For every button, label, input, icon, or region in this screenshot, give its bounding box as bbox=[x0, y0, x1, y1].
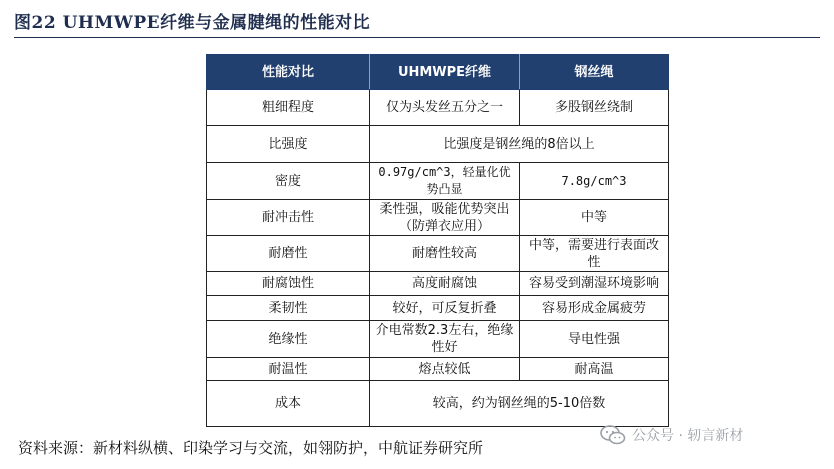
watermark-text: 公众号 · 轫言新材 bbox=[632, 428, 744, 444]
row-label: 柔韧性 bbox=[207, 296, 370, 321]
table-row bbox=[207, 358, 669, 381]
cell-steel: 导电性强 bbox=[520, 321, 669, 358]
row-label: 粗细程度 bbox=[207, 90, 370, 126]
cell-steel: 多股钢丝绕制 bbox=[520, 90, 669, 126]
row-label: 绝缘性 bbox=[207, 321, 370, 358]
header-cell-steel: 钢丝绳 bbox=[520, 55, 669, 90]
cell-steel: 容易受到潮湿环境影响 bbox=[520, 272, 669, 296]
cell-steel: 耐高温 bbox=[520, 358, 669, 381]
title-rule bbox=[14, 37, 820, 38]
table-header-row bbox=[207, 55, 669, 90]
header-cell-property: 性能对比 bbox=[207, 55, 370, 90]
cell-uhmwpe: 介电常数2.3左右，绝缘性好 bbox=[370, 321, 520, 358]
cell-uhmwpe: 0.97g/cm^3，轻量化优势凸显 bbox=[370, 163, 520, 200]
cell-merged: 比强度是钢丝绳的8倍以上 bbox=[370, 126, 669, 163]
cell-uhmwpe: 耐磨性较高 bbox=[370, 236, 520, 272]
row-label: 密度 bbox=[207, 163, 370, 200]
table-row bbox=[207, 200, 669, 236]
cell-steel: 中等，需要进行表面改性 bbox=[520, 236, 669, 272]
source-note: 资料来源：新材料纵横、印染学习与交流，如翎防护，中航证券研究所 bbox=[18, 439, 484, 457]
row-label: 耐冲击性 bbox=[207, 200, 370, 236]
table-row bbox=[207, 272, 669, 296]
table-row bbox=[207, 236, 669, 272]
table-row bbox=[207, 163, 669, 200]
row-label: 耐磨性 bbox=[207, 236, 370, 272]
row-label: 比强度 bbox=[207, 126, 370, 163]
cell-uhmwpe: 熔点较低 bbox=[370, 358, 520, 381]
table-row bbox=[207, 296, 669, 321]
row-label: 耐腐蚀性 bbox=[207, 272, 370, 296]
cell-merged: 较高，约为钢丝绳的5-10倍数 bbox=[370, 381, 669, 427]
comparison-table bbox=[206, 54, 669, 427]
table-row bbox=[207, 90, 669, 126]
cell-steel: 容易形成金属疲劳 bbox=[520, 296, 669, 321]
cell-uhmwpe: 柔性强，吸能优势突出（防弹衣应用） bbox=[370, 200, 520, 236]
cell-uhmwpe: 较好，可反复折叠 bbox=[370, 296, 520, 321]
cell-steel: 7.8g/cm^3 bbox=[520, 163, 669, 200]
watermark bbox=[600, 425, 743, 445]
row-label: 成本 bbox=[207, 381, 370, 427]
table-row bbox=[207, 126, 669, 163]
cell-uhmwpe: 仅为头发丝五分之一 bbox=[370, 90, 520, 126]
header-cell-uhmwpe: UHMWPE纤维 bbox=[370, 55, 520, 90]
cell-steel: 中等 bbox=[520, 200, 669, 236]
table-row bbox=[207, 381, 669, 427]
cell-uhmwpe: 高度耐腐蚀 bbox=[370, 272, 520, 296]
figure-title: 图22 UHMWPE纤维与金属腱绳的性能对比 bbox=[14, 13, 371, 33]
wechat-icon bbox=[600, 425, 626, 445]
row-label: 耐温性 bbox=[207, 358, 370, 381]
table-row bbox=[207, 321, 669, 358]
